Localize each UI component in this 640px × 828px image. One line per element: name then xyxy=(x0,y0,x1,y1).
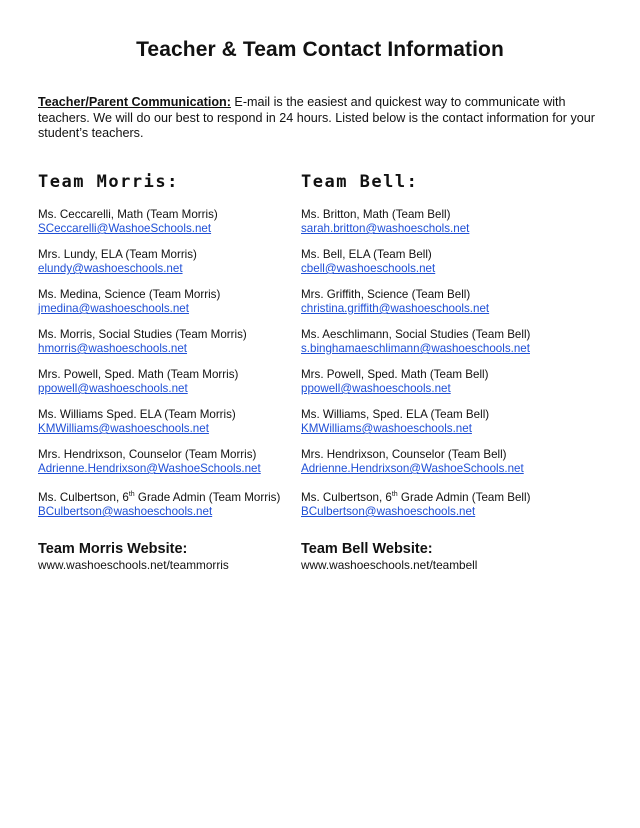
intro-text: E-mail is the easiest and quickest way to communicate with teachers. We will do our best to respond in 24 hours. Listed below is the contact information for your student’s teachers. xyxy=(38,95,595,140)
website-label: Team Bell Website: xyxy=(301,541,433,557)
team-bell-heading: Team Bell: xyxy=(301,172,419,192)
contact-name: Ms. Williams, Sped. ELA (Team Bell) xyxy=(301,408,490,421)
contact-entry xyxy=(301,448,601,488)
website-label: Team Morris Website: xyxy=(38,541,188,557)
contact-name: Ms. Ceccarelli, Math (Team Morris) xyxy=(38,208,218,221)
contact-entry xyxy=(38,248,338,288)
contact-email-link[interactable]: KMWilliams@washoeschools.net xyxy=(38,422,209,435)
contact-entry xyxy=(38,288,338,328)
contact-name-part: Grade Admin (Team Bell) xyxy=(397,490,531,504)
contact-name: Mrs. Powell, Sped. Math (Team Morris) xyxy=(38,368,239,381)
ordinal-suffix: th xyxy=(391,491,398,498)
contact-name xyxy=(38,488,338,505)
contact-email-link[interactable]: hmorris@washoeschools.net xyxy=(38,342,188,355)
contact-email-link[interactable]: jmedina@washoeschools.net xyxy=(38,302,189,315)
page-title: Teacher & Team Contact Information xyxy=(136,38,504,61)
contact-email-link[interactable]: sarah.britton@washoeschols.net xyxy=(301,222,470,235)
team-morris-website xyxy=(38,541,338,572)
contact-email-link[interactable]: cbell@washoeschools.net xyxy=(301,262,436,275)
website-url[interactable]: www.washoeschools.net/teambell xyxy=(301,558,478,572)
contact-entry xyxy=(301,248,601,288)
intro-paragraph xyxy=(38,95,608,142)
contact-name: Mrs. Hendrixson, Counselor (Team Morris) xyxy=(38,448,257,461)
contact-email-link[interactable]: elundy@washoeschools.net xyxy=(38,262,183,275)
team-morris-column xyxy=(38,172,338,572)
contact-name: Mrs. Powell, Sped. Math (Team Bell) xyxy=(301,368,489,381)
contact-entry xyxy=(38,328,338,368)
team-bell-column xyxy=(301,172,601,572)
contact-email-link[interactable]: BCulbertson@washoeschools.net xyxy=(301,504,476,518)
team-morris-heading: Team Morris: xyxy=(38,172,179,192)
contact-name: Ms. Bell, ELA (Team Bell) xyxy=(301,248,432,261)
intro-lead: Teacher/Parent Communication: xyxy=(38,95,231,109)
website-url[interactable]: www.washoeschools.net/teammorris xyxy=(38,558,229,572)
contact-entry xyxy=(38,208,338,248)
contact-name: Mrs. Lundy, ELA (Team Morris) xyxy=(38,248,197,261)
contact-name: Ms. Medina, Science (Team Morris) xyxy=(38,288,221,301)
contact-name: Mrs. Hendrixson, Counselor (Team Bell) xyxy=(301,448,507,461)
contact-email-link[interactable]: Adrienne.Hendrixson@WashoeSchools.net xyxy=(301,462,524,475)
contact-email-link[interactable]: s.binghamaeschlimann@washoeschools.net xyxy=(301,342,530,355)
contact-name: Ms. Williams Sped. ELA (Team Morris) xyxy=(38,408,236,421)
contact-entry xyxy=(301,288,601,328)
contact-name-part: Ms. Culbertson, 6 xyxy=(38,490,129,504)
contact-email-link[interactable]: christina.griffith@washoeschools.net xyxy=(301,302,490,315)
contact-entry xyxy=(38,488,338,528)
contact-email-link[interactable]: Adrienne.Hendrixson@WashoeSchools.net xyxy=(38,462,261,475)
contact-entry xyxy=(301,208,601,248)
contact-entry xyxy=(301,328,601,368)
contact-entry xyxy=(301,408,601,448)
team-bell-website xyxy=(301,541,601,572)
contact-name-part: Ms. Culbertson, 6 xyxy=(301,490,392,504)
contact-name: Mrs. Griffith, Science (Team Bell) xyxy=(301,288,471,301)
contact-email-link[interactable]: ppowell@washoeschools.net xyxy=(38,382,188,395)
contact-name: Ms. Aeschlimann, Social Studies (Team Bell) xyxy=(301,328,531,341)
contact-email-link[interactable]: ppowell@washoeschools.net xyxy=(301,382,451,395)
contact-email-link[interactable]: KMWilliams@washoeschools.net xyxy=(301,422,472,435)
contact-name xyxy=(301,488,601,505)
contact-entry xyxy=(301,368,601,408)
ordinal-suffix: th xyxy=(128,491,135,498)
contact-entry xyxy=(38,408,338,448)
contact-entry xyxy=(301,488,601,528)
contact-name: Ms. Morris, Social Studies (Team Morris) xyxy=(38,328,247,341)
contact-email-link[interactable]: SCeccarelli@WashoeSchools.net xyxy=(38,222,212,235)
contact-entry xyxy=(38,448,338,488)
contact-email-link[interactable]: BCulbertson@washoeschools.net xyxy=(38,504,213,518)
contact-name: Ms. Britton, Math (Team Bell) xyxy=(301,208,451,221)
contact-entry xyxy=(38,368,338,408)
contact-name-part: Grade Admin (Team Morris) xyxy=(134,490,281,504)
